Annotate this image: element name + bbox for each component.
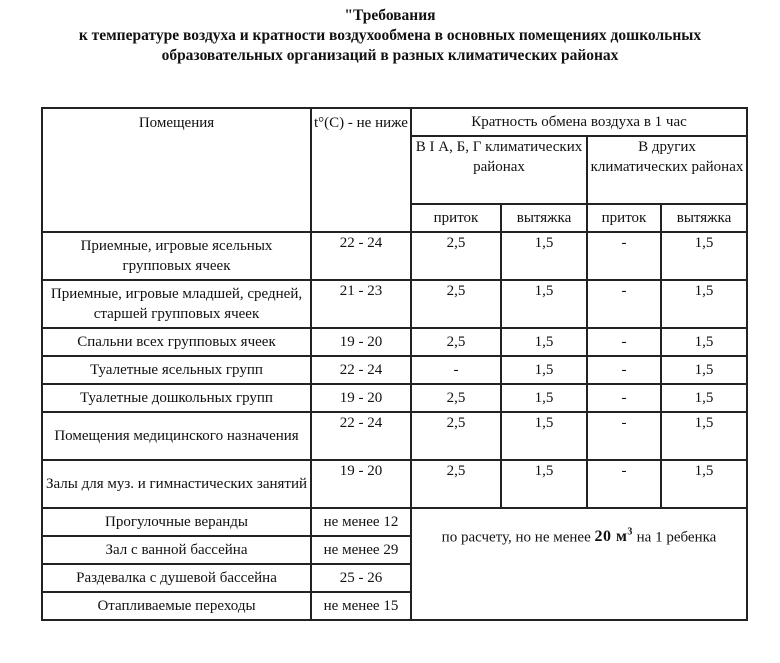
room-name: Спальни всех групповых ячеек (42, 328, 311, 356)
header-zone-other-inflow: приток (587, 204, 661, 232)
zone-other-exhaust-value: 1,5 (661, 280, 747, 328)
air-exchange-norm-note (411, 508, 747, 620)
norm-amount: 20 м (594, 528, 628, 546)
room-temperature: не менее 29 (311, 536, 411, 564)
header-zone-1: В I А, Б, Г климатических районах (411, 136, 587, 204)
zone-other-inflow-value: - (587, 384, 661, 412)
room-temperature: 19 - 20 (311, 384, 411, 412)
zone-1-exhaust-value: 1,5 (501, 384, 587, 412)
room-temperature: 22 - 24 (311, 356, 411, 384)
table-row (42, 328, 747, 356)
zone-other-exhaust-value: 1,5 (661, 356, 747, 384)
room-temperature: не менее 12 (311, 508, 411, 536)
zone-other-inflow-value: - (587, 460, 661, 508)
zone-1-inflow-value: 2,5 (411, 328, 501, 356)
zone-1-inflow-value: 2,5 (411, 412, 501, 460)
header-zone-other: В других климатических районах (587, 136, 747, 204)
room-name: Приемные, игровые ясельных групповых ячеек (42, 232, 311, 280)
zone-1-inflow-value: 2,5 (411, 384, 501, 412)
zone-1-exhaust-value: 1,5 (501, 356, 587, 384)
title-line-2: к температуре воздуха и кратности воздухообмена в основных помещениях дошкольных (78, 27, 702, 44)
zone-other-exhaust-value: 1,5 (661, 328, 747, 356)
room-temperature: 19 - 20 (311, 328, 411, 356)
room-name: Зал с ванной бассейна (42, 536, 311, 564)
table-row (42, 356, 747, 384)
zone-other-exhaust-value: 1,5 (661, 412, 747, 460)
title-line-1: "Требования (344, 7, 436, 24)
table-row (42, 460, 747, 508)
header-zone-1-inflow: приток (411, 204, 501, 232)
header-temperature: t°(C) - не ниже (311, 108, 411, 232)
zone-other-inflow-value: - (587, 280, 661, 328)
zone-1-exhaust-value: 1,5 (501, 232, 587, 280)
zone-other-exhaust-value: 1,5 (661, 232, 747, 280)
zone-1-exhaust-value: 1,5 (501, 280, 587, 328)
table-row (42, 232, 747, 280)
header-rooms: Помещения (42, 108, 311, 232)
room-name: Туалетные ясельных групп (42, 356, 311, 384)
zone-other-exhaust-value: 1,5 (661, 384, 747, 412)
zone-1-exhaust-value: 1,5 (501, 412, 587, 460)
header-zone-other-exhaust: вытяжка (661, 204, 747, 232)
table-row (42, 384, 747, 412)
zone-1-inflow-value: 2,5 (411, 280, 501, 328)
room-temperature: 22 - 24 (311, 232, 411, 280)
table-row (42, 280, 747, 328)
room-name: Отапливаемые переходы (42, 592, 311, 620)
header-air-exchange: Кратность обмена воздуха в 1 час (411, 108, 747, 136)
room-name: Помещения медицинского назначения (42, 412, 311, 460)
zone-1-exhaust-value: 1,5 (501, 460, 587, 508)
room-temperature: 19 - 20 (311, 460, 411, 508)
title-line-3: образовательных организаций в разных климатических районах (161, 47, 619, 64)
norm-value (594, 528, 632, 545)
zone-1-exhaust-value: 1,5 (501, 328, 587, 356)
norm-exponent: 3 (627, 527, 633, 538)
room-name: Приемные, игровые младшей, средней, старшей групповых ячеек (42, 280, 311, 328)
zone-1-inflow-value: 2,5 (411, 460, 501, 508)
room-name: Раздевалка с душевой бассейна (42, 564, 311, 592)
zone-other-inflow-value: - (587, 356, 661, 384)
zone-other-inflow-value: - (587, 328, 661, 356)
zone-1-inflow-value: 2,5 (411, 232, 501, 280)
zone-other-exhaust-value: 1,5 (661, 460, 747, 508)
header-zone-1-exhaust: вытяжка (501, 204, 587, 232)
note-suffix: на 1 ребенка (636, 529, 717, 546)
table-row (42, 508, 747, 536)
table-row (42, 412, 747, 460)
zone-1-inflow-value: - (411, 356, 501, 384)
document-title (0, 6, 780, 66)
note-prefix: по расчету, но не менее (441, 529, 591, 546)
room-temperature: 22 - 24 (311, 412, 411, 460)
zone-other-inflow-value: - (587, 232, 661, 280)
room-temperature: 25 - 26 (311, 564, 411, 592)
zone-other-inflow-value: - (587, 412, 661, 460)
room-name: Залы для муз. и гимнастических занятий (42, 460, 311, 508)
room-name: Прогулочные веранды (42, 508, 311, 536)
room-temperature: не менее 15 (311, 592, 411, 620)
room-temperature: 21 - 23 (311, 280, 411, 328)
requirements-table (41, 107, 748, 621)
room-name: Туалетные дошкольных групп (42, 384, 311, 412)
